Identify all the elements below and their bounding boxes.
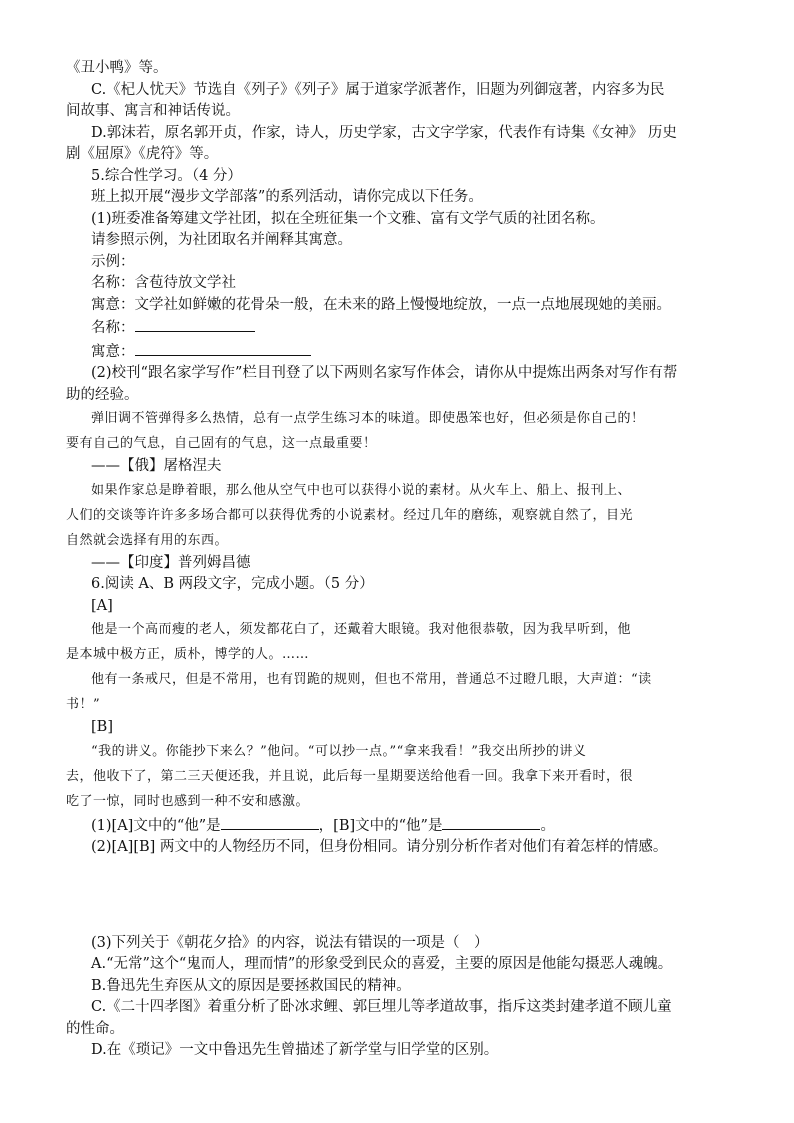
q6-1-text: ，[B]文中的“他”是 — [318, 817, 443, 834]
option-d: D.郭沫若，原名郭开贞，作家，诗人，历史学家，古文字学家，代表作有诗集《女神》 历史 — [91, 124, 677, 141]
example-label: 示例： — [91, 253, 135, 270]
question-6-3: (3)下列关于《朝花夕拾》的内容，说法有错误的一项是（ ） — [91, 934, 489, 951]
option-b: B.鲁迅先生弃医从文的原因是要拯救国民的精神。 — [91, 977, 411, 994]
option-d: D.在《琐记》一文中鲁迅先生曾描述了新学堂与旧学堂的区别。 — [91, 1042, 499, 1058]
text-line: 《丑小鸭》等。 — [66, 60, 168, 76]
exam-page — [66, 58, 734, 1062]
text-line: 剧《屈原》《虎符》等。 — [66, 146, 219, 162]
option-a: A.“无常”这个“鬼而人，理而情”的形象受到民众的喜爱，主要的原因是他能勾摄恶人魂魄。 — [91, 956, 673, 972]
question-5-2: (2)校刊“跟名家学写作”栏目刊登了以下两则名家写作体会，请你从中提炼出两条对写作有帮 — [91, 365, 678, 381]
question-5-1-instruction: 请参照示例，为社团取名并阐释其寓意。 — [91, 232, 352, 248]
example-name: 名称：含苞待放文学社 — [91, 275, 236, 291]
meaning-label: 寓意： — [91, 343, 135, 360]
question-6-2: (2)[A][B] 两文中的人物经历不同，但身份相同。请分别分析作者对他们有着怎样的情感。 — [91, 839, 668, 855]
passage-a: 他有一条戒尺，但是不常用，也有罚跪的规则，但也不常用，普通总不过瞪几眼，大声道：“读 — [91, 672, 652, 687]
answer-space[interactable] — [66, 859, 734, 933]
name-answer-line — [66, 316, 734, 340]
quote-2-cont: 自然就会选择有用的东西。 — [66, 532, 229, 548]
passage-b-cont: 去，他收下了，第二三天便还我，并且说，此后每一星期要送给他看一回。我拿下来开看时，很 — [66, 768, 634, 784]
answer-blank-a[interactable] — [221, 814, 319, 830]
passage-b-label: [B] — [91, 719, 113, 735]
q6-1-text: 。 — [540, 817, 555, 834]
quote-1: 弹旧调不管弹得多么热情，总有一点学生练习本的味道。即使愚笨也好，但必须是你自己的！ — [91, 411, 645, 426]
passage-b: “我的讲义。你能抄下来么？”他问。“可以抄一点。”“拿来我看！”我交出所抄的讲义 — [91, 743, 587, 759]
name-blank[interactable] — [135, 316, 255, 332]
passage-a: 他是一个高而瘦的老人，须发都花白了，还戴着大眼镜。我对他很恭敬，因为我早听到，他 — [91, 622, 632, 637]
passage-a-label: [A] — [91, 597, 113, 614]
question-5-1: (1)班委准备筹建文学社团，拟在全班征集一个文雅、富有文学气质的社团名称。 — [91, 210, 605, 227]
author-1: ——【俄】屠格涅夫 — [91, 458, 222, 474]
q6-1-text: (1)[A]文中的“他”是 — [91, 817, 221, 834]
name-label: 名称： — [91, 320, 135, 336]
question-6-1 — [66, 814, 734, 838]
question-6-title: 6.阅读 A、B 两段文字，完成小题。（5 分） — [91, 576, 374, 592]
text-line: 助的经验。 — [66, 386, 139, 403]
question-5-intro: 班上拟开展“漫步文学部落”的系列活动，请你完成以下任务。 — [91, 189, 483, 205]
meaning-blank[interactable] — [135, 340, 311, 356]
author-2: ——【印度】普列姆昌德 — [91, 554, 251, 571]
quote-2-cont: 人们的交谈等许许多多场合都可以获得优秀的小说素材。经过几年的磨练，观察就自然了，目光 — [66, 507, 634, 523]
example-meaning: 寓意：文学社如鲜嫩的花骨朵一般，在未来的路上慢慢地绽放，一点一点地展现她的美丽。 — [91, 296, 671, 313]
passage-a-cont: 是本城中极方正，质朴，博学的人。…… — [66, 647, 310, 662]
text-line: 的性命。 — [66, 1020, 124, 1037]
quote-1-cont: 要有自己的气息，自己固有的气息，这一点最重要！ — [66, 436, 377, 451]
quote-2: 如果作家总是睁着眼，那么他从空气中也可以获得小说的素材。从火车上、船上、报刊上、 — [91, 482, 632, 498]
question-5-title: 5.综合性学习。（4 分） — [91, 167, 242, 184]
option-c: C.《杞人忧天》节选自《列子》《列子》属于道家学派著作，旧题为列御寇著，内容多为民 — [91, 81, 665, 98]
passage-b-cont: 吃了一惊，同时也感到一种不安和感激。 — [66, 793, 310, 809]
option-c: C.《二十四孝图》着重分析了卧冰求鲤、郭巨埋儿等孝道故事，指斥这类封建孝道不顾儿童 — [91, 999, 672, 1015]
text-line: 间故事、寓言和神话传说。 — [66, 103, 240, 119]
answer-blank-b[interactable] — [442, 814, 540, 830]
passage-a-cont: 书！” — [66, 697, 101, 712]
meaning-answer-line — [66, 340, 734, 364]
